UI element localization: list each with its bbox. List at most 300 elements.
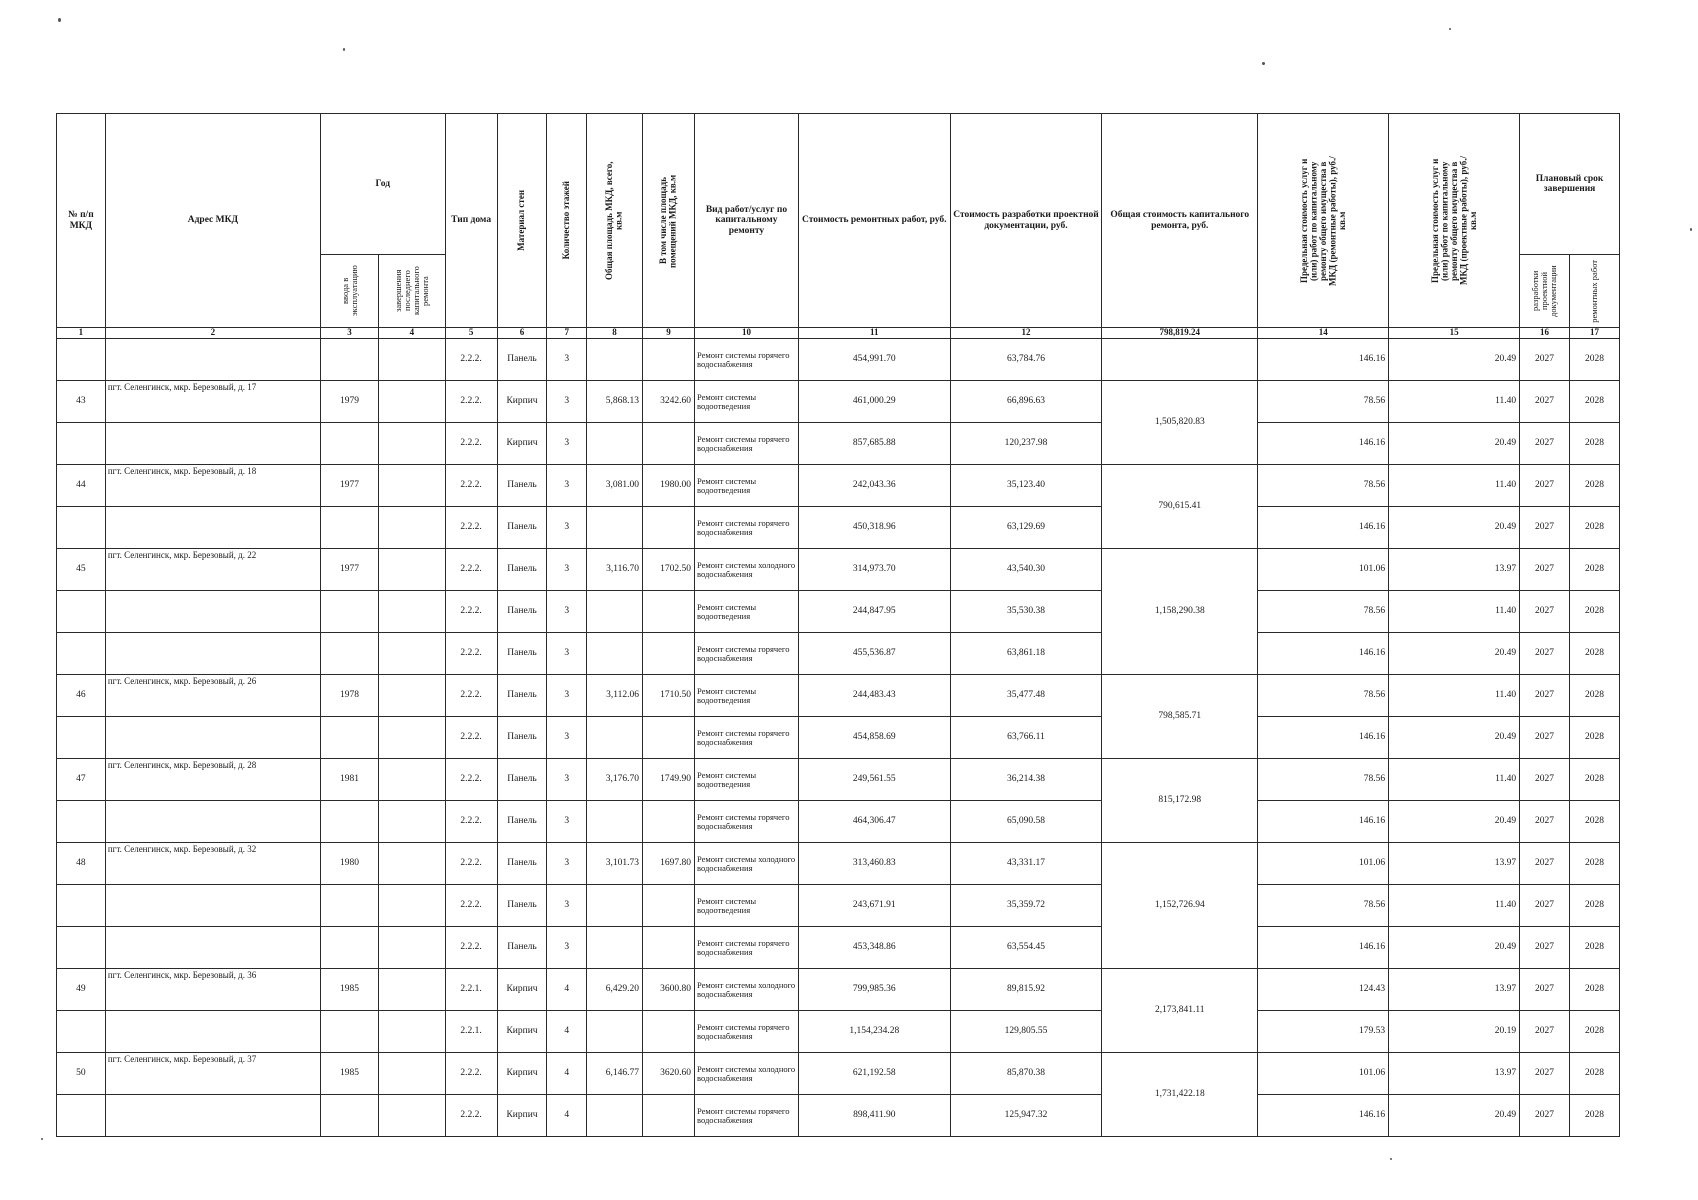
plan-design-cell: 2027 xyxy=(1520,633,1570,675)
year-last-repair-cell xyxy=(379,717,446,759)
plan-repair-cell: 2028 xyxy=(1569,465,1619,507)
limit-repair-cell: 78.56 xyxy=(1258,465,1389,507)
header-repair-cost: Стоимость ремонтных работ, руб. xyxy=(798,114,950,328)
premises-area-cell xyxy=(643,633,695,675)
plan-design-cell: 2027 xyxy=(1520,675,1570,717)
repair-cost-cell: 1,154,234.28 xyxy=(798,1011,950,1053)
address-cell xyxy=(105,591,320,633)
house-number-cell: 48 xyxy=(57,843,106,885)
plan-repair-cell: 2028 xyxy=(1569,381,1619,423)
wall-material-cell: Кирпич xyxy=(497,381,547,423)
limit-repair-cell: 179.53 xyxy=(1258,1011,1389,1053)
work-type-cell: Ремонт системы холодного водоснабжения xyxy=(695,843,799,885)
premises-area-cell xyxy=(643,339,695,381)
header-year-last-repair: завершения последнего капитального ремонта xyxy=(379,255,446,328)
total-area-cell: 3,116.70 xyxy=(586,549,642,591)
limit-repair-cell: 146.16 xyxy=(1258,717,1389,759)
year-last-repair-cell xyxy=(379,927,446,969)
design-cost-cell: 63,129.69 xyxy=(950,507,1102,549)
limit-repair-cell: 78.56 xyxy=(1258,759,1389,801)
design-cost-cell: 89,815.92 xyxy=(950,969,1102,1011)
floors-cell: 3 xyxy=(547,717,586,759)
total-cost-cell: 790,615.41 xyxy=(1102,465,1258,549)
total-area-cell: 6,429.20 xyxy=(586,969,642,1011)
total-cost-cell xyxy=(1102,339,1258,381)
address-cell: пгт. Селенгинск, мкр. Березовый, д. 18 xyxy=(105,465,320,507)
address-cell xyxy=(105,339,320,381)
plan-repair-cell: 2028 xyxy=(1569,675,1619,717)
house-number-cell: 47 xyxy=(57,759,106,801)
table-row xyxy=(57,1011,1620,1053)
year-commission-cell: 1978 xyxy=(320,675,378,717)
column-number: 6 xyxy=(497,328,547,339)
wall-material-cell: Панель xyxy=(497,339,547,381)
limit-repair-cell: 146.16 xyxy=(1258,339,1389,381)
plan-repair-cell: 2028 xyxy=(1569,801,1619,843)
limit-design-cell: 20.49 xyxy=(1389,507,1520,549)
header-no: № п/п МКД xyxy=(57,114,106,328)
plan-repair-cell: 2028 xyxy=(1569,339,1619,381)
house-type-cell: 2.2.1. xyxy=(445,1011,497,1053)
wall-material-cell: Панель xyxy=(497,465,547,507)
house-type-cell: 2.2.2. xyxy=(445,381,497,423)
limit-design-cell: 13.97 xyxy=(1389,969,1520,1011)
header-premises-area: В том числе площадь помещений МКД, кв.м xyxy=(643,114,695,328)
wall-material-cell: Кирпич xyxy=(497,423,547,465)
year-commission-cell xyxy=(320,423,378,465)
design-cost-cell: 129,805.55 xyxy=(950,1011,1102,1053)
floors-cell: 3 xyxy=(547,759,586,801)
wall-material-cell: Панель xyxy=(497,507,547,549)
plan-design-cell: 2027 xyxy=(1520,801,1570,843)
table-row xyxy=(57,381,1620,423)
year-last-repair-cell xyxy=(379,1011,446,1053)
work-type-cell: Ремонт системы водоотведения xyxy=(695,675,799,717)
column-number: 14 xyxy=(1258,328,1389,339)
table-row xyxy=(57,675,1620,717)
column-number: 16 xyxy=(1520,328,1570,339)
table-row xyxy=(57,339,1620,381)
work-type-cell: Ремонт системы холодного водоснабжения xyxy=(695,1053,799,1095)
total-area-cell xyxy=(586,591,642,633)
design-cost-cell: 125,947.32 xyxy=(950,1095,1102,1137)
design-cost-cell: 63,861.18 xyxy=(950,633,1102,675)
design-cost-cell: 65,090.58 xyxy=(950,801,1102,843)
address-cell xyxy=(105,1095,320,1137)
plan-design-cell: 2027 xyxy=(1520,1053,1570,1095)
house-number-cell xyxy=(57,1095,106,1137)
table-row xyxy=(57,843,1620,885)
work-type-cell: Ремонт системы водоотведения xyxy=(695,465,799,507)
plan-design-cell: 2027 xyxy=(1520,465,1570,507)
plan-design-cell: 2027 xyxy=(1520,507,1570,549)
house-number-cell xyxy=(57,423,106,465)
floors-cell: 4 xyxy=(547,1011,586,1053)
work-type-cell: Ремонт системы горячего водоснабжения xyxy=(695,633,799,675)
header-plan-design: разработки проектной документации xyxy=(1520,255,1570,328)
year-last-repair-cell xyxy=(379,801,446,843)
premises-area-cell xyxy=(643,717,695,759)
design-cost-cell: 43,540.30 xyxy=(950,549,1102,591)
house-type-cell: 2.2.2. xyxy=(445,843,497,885)
year-last-repair-cell xyxy=(379,1095,446,1137)
limit-design-cell: 13.97 xyxy=(1389,549,1520,591)
total-area-cell xyxy=(586,423,642,465)
table-row xyxy=(57,423,1620,465)
limit-repair-cell: 146.16 xyxy=(1258,801,1389,843)
work-type-cell: Ремонт системы горячего водоснабжения xyxy=(695,1095,799,1137)
wall-material-cell: Панель xyxy=(497,801,547,843)
column-number: 7 xyxy=(547,328,586,339)
floors-cell: 3 xyxy=(547,927,586,969)
house-type-cell: 2.2.2. xyxy=(445,465,497,507)
work-type-cell: Ремонт системы водоотведения xyxy=(695,591,799,633)
address-cell: пгт. Селенгинск, мкр. Березовый, д. 36 xyxy=(105,969,320,1011)
wall-material-cell: Панель xyxy=(497,549,547,591)
limit-repair-cell: 101.06 xyxy=(1258,549,1389,591)
work-type-cell: Ремонт системы водоотведения xyxy=(695,759,799,801)
work-type-cell: Ремонт системы водоотведения xyxy=(695,381,799,423)
year-last-repair-cell xyxy=(379,507,446,549)
scan-speck xyxy=(58,18,61,22)
year-last-repair-cell xyxy=(379,339,446,381)
total-area-cell xyxy=(586,339,642,381)
repair-cost-cell: 313,460.83 xyxy=(798,843,950,885)
column-number: 15 xyxy=(1389,328,1520,339)
plan-repair-cell: 2028 xyxy=(1569,969,1619,1011)
year-commission-cell xyxy=(320,885,378,927)
table-row xyxy=(57,759,1620,801)
scan-speck xyxy=(343,48,345,51)
address-cell xyxy=(105,633,320,675)
limit-design-cell: 13.97 xyxy=(1389,1053,1520,1095)
total-area-cell xyxy=(586,885,642,927)
floors-cell: 3 xyxy=(547,549,586,591)
total-area-cell xyxy=(586,927,642,969)
column-numbers-row xyxy=(57,328,1620,339)
design-cost-cell: 35,359.72 xyxy=(950,885,1102,927)
address-cell: пгт. Селенгинск, мкр. Березовый, д. 32 xyxy=(105,843,320,885)
premises-area-cell xyxy=(643,1011,695,1053)
wall-material-cell: Панель xyxy=(497,717,547,759)
house-type-cell: 2.2.2. xyxy=(445,591,497,633)
year-last-repair-cell xyxy=(379,549,446,591)
repair-cost-cell: 454,858.69 xyxy=(798,717,950,759)
total-area-cell xyxy=(586,801,642,843)
work-type-cell: Ремонт системы горячего водоснабжения xyxy=(695,339,799,381)
year-last-repair-cell xyxy=(379,423,446,465)
house-number-cell xyxy=(57,885,106,927)
year-last-repair-cell xyxy=(379,381,446,423)
plan-repair-cell: 2028 xyxy=(1569,717,1619,759)
repair-cost-cell: 461,000.29 xyxy=(798,381,950,423)
column-number: 1 xyxy=(57,328,106,339)
year-last-repair-cell xyxy=(379,969,446,1011)
floors-cell: 3 xyxy=(547,801,586,843)
total-area-cell xyxy=(586,1095,642,1137)
plan-design-cell: 2027 xyxy=(1520,423,1570,465)
total-area-cell: 6,146.77 xyxy=(586,1053,642,1095)
header-wall-material: Материал стен xyxy=(497,114,547,328)
house-type-cell: 2.2.2. xyxy=(445,717,497,759)
premises-area-cell: 3620.60 xyxy=(643,1053,695,1095)
repair-cost-cell: 453,348.86 xyxy=(798,927,950,969)
header-work-type: Вид работ/услуг по капитальному ремонту xyxy=(695,114,799,328)
plan-design-cell: 2027 xyxy=(1520,927,1570,969)
limit-repair-cell: 146.16 xyxy=(1258,927,1389,969)
plan-design-cell: 2027 xyxy=(1520,1011,1570,1053)
address-cell: пгт. Селенгинск, мкр. Березовый, д. 28 xyxy=(105,759,320,801)
table-row xyxy=(57,507,1620,549)
plan-repair-cell: 2028 xyxy=(1569,1095,1619,1137)
header-address: Адрес МКД xyxy=(105,114,320,328)
header-total-area: Общая площадь МКД, всего, кв.м xyxy=(586,114,642,328)
total-cost-cell: 1,152,726.94 xyxy=(1102,843,1258,969)
total-area-cell: 3,112.06 xyxy=(586,675,642,717)
limit-repair-cell: 78.56 xyxy=(1258,885,1389,927)
address-cell: пгт. Селенгинск, мкр. Березовый, д. 26 xyxy=(105,675,320,717)
house-number-cell xyxy=(57,717,106,759)
house-type-cell: 2.2.2. xyxy=(445,675,497,717)
work-type-cell: Ремонт системы горячего водоснабжения xyxy=(695,717,799,759)
limit-repair-cell: 101.06 xyxy=(1258,843,1389,885)
total-cost-cell: 2,173,841.11 xyxy=(1102,969,1258,1053)
address-cell xyxy=(105,927,320,969)
header-year-commission: ввода в эксплуатацию xyxy=(320,255,378,328)
total-area-cell xyxy=(586,717,642,759)
header-limit-design: Предельная стоимость услуг и (или) работ по капитальному ремонту общего имущества в МКД (проектные работы), руб./кв.м xyxy=(1389,114,1520,328)
column-number: 9 xyxy=(643,328,695,339)
total-area-cell: 3,101.73 xyxy=(586,843,642,885)
floors-cell: 3 xyxy=(547,843,586,885)
limit-repair-cell: 124.43 xyxy=(1258,969,1389,1011)
house-type-cell: 2.2.2. xyxy=(445,507,497,549)
wall-material-cell: Панель xyxy=(497,633,547,675)
limit-design-cell: 11.40 xyxy=(1389,759,1520,801)
design-cost-cell: 43,331.17 xyxy=(950,843,1102,885)
premises-area-cell: 1980.00 xyxy=(643,465,695,507)
limit-design-cell: 20.49 xyxy=(1389,339,1520,381)
design-cost-cell: 35,123.40 xyxy=(950,465,1102,507)
premises-area-cell: 1710.50 xyxy=(643,675,695,717)
year-last-repair-cell xyxy=(379,465,446,507)
plan-repair-cell: 2028 xyxy=(1569,1053,1619,1095)
wall-material-cell: Кирпич xyxy=(497,1053,547,1095)
limit-repair-cell: 146.16 xyxy=(1258,507,1389,549)
address-cell: пгт. Селенгинск, мкр. Березовый, д. 17 xyxy=(105,381,320,423)
total-area-cell: 5,868.13 xyxy=(586,381,642,423)
column-number: 798,819.24 xyxy=(1102,328,1258,339)
table-row xyxy=(57,927,1620,969)
column-number: 17 xyxy=(1569,328,1619,339)
plan-design-cell: 2027 xyxy=(1520,381,1570,423)
address-cell xyxy=(105,885,320,927)
wall-material-cell: Панель xyxy=(497,759,547,801)
plan-design-cell: 2027 xyxy=(1520,1095,1570,1137)
floors-cell: 3 xyxy=(547,423,586,465)
premises-area-cell xyxy=(643,423,695,465)
column-number: 2 xyxy=(105,328,320,339)
floors-cell: 3 xyxy=(547,507,586,549)
design-cost-cell: 85,870.38 xyxy=(950,1053,1102,1095)
address-cell xyxy=(105,801,320,843)
plan-repair-cell: 2028 xyxy=(1569,633,1619,675)
house-number-cell: 50 xyxy=(57,1053,106,1095)
limit-design-cell: 20.49 xyxy=(1389,633,1520,675)
work-type-cell: Ремонт системы водоотведения xyxy=(695,885,799,927)
house-type-cell: 2.2.1. xyxy=(445,969,497,1011)
repair-cost-cell: 455,536.87 xyxy=(798,633,950,675)
work-type-cell: Ремонт системы горячего водоснабжения xyxy=(695,423,799,465)
premises-area-cell xyxy=(643,885,695,927)
year-commission-cell xyxy=(320,633,378,675)
header-plan-repair: ремонтных работ xyxy=(1569,255,1619,328)
plan-design-cell: 2027 xyxy=(1520,759,1570,801)
house-number-cell: 43 xyxy=(57,381,106,423)
repair-cost-cell: 243,671.91 xyxy=(798,885,950,927)
total-cost-cell: 815,172.98 xyxy=(1102,759,1258,843)
wall-material-cell: Панель xyxy=(497,843,547,885)
premises-area-cell: 1697.80 xyxy=(643,843,695,885)
year-commission-cell: 1977 xyxy=(320,465,378,507)
wall-material-cell: Панель xyxy=(497,675,547,717)
floors-cell: 3 xyxy=(547,633,586,675)
house-number-cell xyxy=(57,1011,106,1053)
house-type-cell: 2.2.2. xyxy=(445,633,497,675)
address-cell xyxy=(105,717,320,759)
floors-cell: 3 xyxy=(547,381,586,423)
table-row xyxy=(57,591,1620,633)
address-cell xyxy=(105,507,320,549)
header-total-cost: Общая стоимость капитального ремонта, руб. xyxy=(1102,114,1258,328)
year-last-repair-cell xyxy=(379,633,446,675)
plan-repair-cell: 2028 xyxy=(1569,759,1619,801)
wall-material-cell: Панель xyxy=(497,885,547,927)
floors-cell: 4 xyxy=(547,969,586,1011)
premises-area-cell xyxy=(643,927,695,969)
year-commission-cell xyxy=(320,801,378,843)
limit-design-cell: 20.49 xyxy=(1389,801,1520,843)
premises-area-cell xyxy=(643,591,695,633)
plan-repair-cell: 2028 xyxy=(1569,885,1619,927)
plan-design-cell: 2027 xyxy=(1520,591,1570,633)
column-number: 11 xyxy=(798,328,950,339)
repair-cost-cell: 898,411.90 xyxy=(798,1095,950,1137)
limit-design-cell: 11.40 xyxy=(1389,675,1520,717)
repair-cost-cell: 621,192.58 xyxy=(798,1053,950,1095)
house-number-cell: 46 xyxy=(57,675,106,717)
table-row xyxy=(57,465,1620,507)
house-number-cell: 49 xyxy=(57,969,106,1011)
plan-design-cell: 2027 xyxy=(1520,339,1570,381)
column-number: 5 xyxy=(445,328,497,339)
house-number-cell xyxy=(57,591,106,633)
premises-area-cell xyxy=(643,1095,695,1137)
house-type-cell: 2.2.2. xyxy=(445,423,497,465)
work-type-cell: Ремонт системы горячего водоснабжения xyxy=(695,507,799,549)
plan-repair-cell: 2028 xyxy=(1569,507,1619,549)
address-cell xyxy=(105,1011,320,1053)
table-body xyxy=(57,339,1620,1137)
limit-design-cell: 11.40 xyxy=(1389,591,1520,633)
design-cost-cell: 35,477.48 xyxy=(950,675,1102,717)
house-number-cell: 45 xyxy=(57,549,106,591)
premises-area-cell: 3600.80 xyxy=(643,969,695,1011)
wall-material-cell: Панель xyxy=(497,927,547,969)
header-plan: Плановый срок завершения xyxy=(1520,114,1620,255)
total-area-cell xyxy=(586,1011,642,1053)
repair-cost-cell: 244,847.95 xyxy=(798,591,950,633)
year-commission-cell: 1985 xyxy=(320,1053,378,1095)
column-number: 12 xyxy=(950,328,1102,339)
repair-cost-cell: 249,561.55 xyxy=(798,759,950,801)
year-commission-cell: 1985 xyxy=(320,969,378,1011)
year-last-repair-cell xyxy=(379,1053,446,1095)
house-type-cell: 2.2.2. xyxy=(445,1053,497,1095)
house-number-cell xyxy=(57,801,106,843)
wall-material-cell: Панель xyxy=(497,591,547,633)
plan-design-cell: 2027 xyxy=(1520,843,1570,885)
floors-cell: 4 xyxy=(547,1095,586,1137)
year-commission-cell xyxy=(320,591,378,633)
year-last-repair-cell xyxy=(379,759,446,801)
estimate-sheet xyxy=(56,113,1620,1137)
year-commission-cell xyxy=(320,339,378,381)
plan-design-cell: 2027 xyxy=(1520,885,1570,927)
floors-cell: 4 xyxy=(547,1053,586,1095)
header-year: Год xyxy=(320,114,445,255)
year-commission-cell: 1979 xyxy=(320,381,378,423)
repair-cost-cell: 799,985.36 xyxy=(798,969,950,1011)
wall-material-cell: Кирпич xyxy=(497,1011,547,1053)
premises-area-cell: 3242.60 xyxy=(643,381,695,423)
house-type-cell: 2.2.2. xyxy=(445,549,497,591)
floors-cell: 3 xyxy=(547,885,586,927)
limit-design-cell: 13.97 xyxy=(1389,843,1520,885)
limit-repair-cell: 146.16 xyxy=(1258,1095,1389,1137)
total-area-cell xyxy=(586,633,642,675)
table-row xyxy=(57,717,1620,759)
plan-repair-cell: 2028 xyxy=(1569,549,1619,591)
address-cell xyxy=(105,423,320,465)
design-cost-cell: 36,214.38 xyxy=(950,759,1102,801)
plan-repair-cell: 2028 xyxy=(1569,843,1619,885)
year-commission-cell: 1981 xyxy=(320,759,378,801)
plan-repair-cell: 2028 xyxy=(1569,1011,1619,1053)
header-house-type: Тип дома xyxy=(445,114,497,328)
total-area-cell xyxy=(586,507,642,549)
plan-repair-cell: 2028 xyxy=(1569,591,1619,633)
design-cost-cell: 120,237.98 xyxy=(950,423,1102,465)
address-cell: пгт. Селенгинск, мкр. Березовый, д. 37 xyxy=(105,1053,320,1095)
work-type-cell: Ремонт системы горячего водоснабжения xyxy=(695,801,799,843)
limit-repair-cell: 101.06 xyxy=(1258,1053,1389,1095)
house-type-cell: 2.2.2. xyxy=(445,801,497,843)
column-number: 4 xyxy=(379,328,446,339)
limit-design-cell: 20.49 xyxy=(1389,927,1520,969)
floors-cell: 3 xyxy=(547,339,586,381)
repair-cost-cell: 314,973.70 xyxy=(798,549,950,591)
work-type-cell: Ремонт системы горячего водоснабжения xyxy=(695,1011,799,1053)
wall-material-cell: Кирпич xyxy=(497,969,547,1011)
year-last-repair-cell xyxy=(379,885,446,927)
year-commission-cell xyxy=(320,927,378,969)
scan-speck xyxy=(41,1138,43,1140)
column-number: 3 xyxy=(320,328,378,339)
premises-area-cell xyxy=(643,801,695,843)
plan-design-cell: 2027 xyxy=(1520,717,1570,759)
scan-speck xyxy=(1390,1158,1392,1160)
